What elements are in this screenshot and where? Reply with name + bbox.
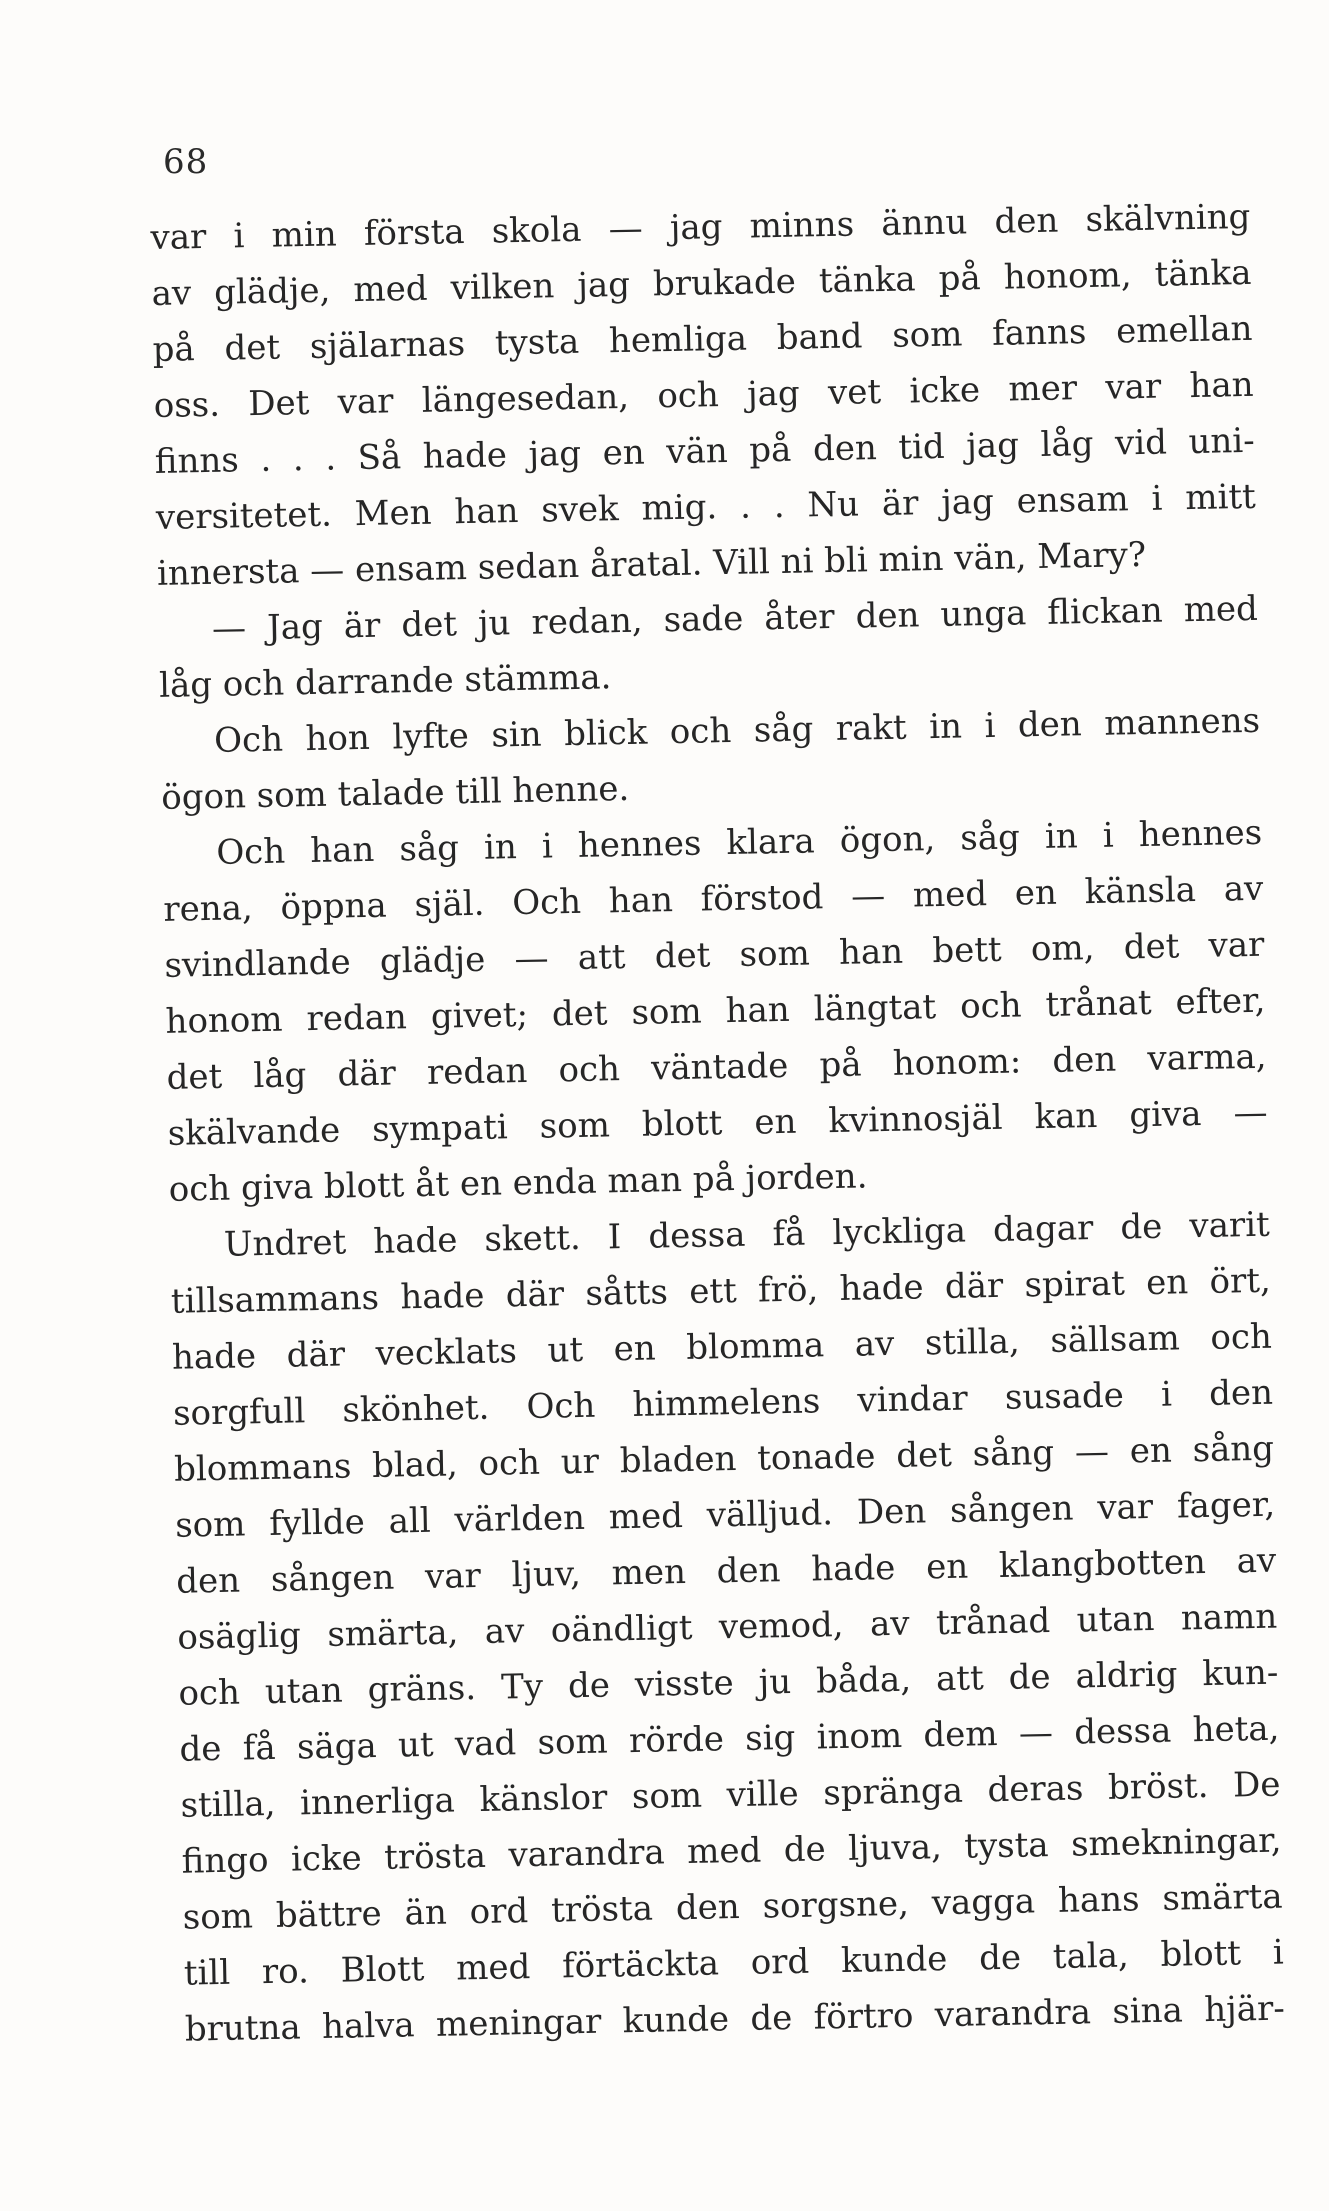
- text-line: som fyllde all världen med välljud. Den sången var fager,: [174, 1484, 1276, 1546]
- text-line: fingo icke trösta varandra med de ljuva, tysta smekningar,: [181, 1820, 1282, 1882]
- text-line: brutna halva meningar kunde de förtro varandra sina hjär-: [184, 1988, 1286, 2050]
- text-line: osäglig smärta, av oändligt vemod, av trånad utan namn: [177, 1596, 1278, 1658]
- text-line: rena, öppna själ. Och han förstod — med en känsla av: [163, 868, 1264, 930]
- text-line: på det själarnas tysta hemliga band som fanns emellan: [152, 308, 1253, 370]
- page-number: 68: [163, 142, 209, 182]
- text-line: hade där vecklats ut en blomma av stilla, sällsam och: [171, 1316, 1273, 1378]
- text-line: versitetet. Men han svek mig. . . Nu är jag ensam i mitt: [155, 476, 1257, 538]
- text-line: Och han såg in i hennes klara ögon, såg in i hennes: [215, 812, 1263, 873]
- text-line: ögon som talade till henne.: [160, 768, 630, 818]
- text-line: oss. Det var längesedan, och jag vet icke mer var han: [153, 364, 1254, 426]
- text-line: låg och darrande stämma.: [158, 657, 612, 706]
- text-line: honom redan givet; det som han längtat och trånat efter,: [165, 980, 1266, 1042]
- body-text: [150, 189, 1285, 2058]
- text-line: Undret hade skett. I dessa få lyckliga dagar de varit: [223, 1204, 1271, 1265]
- text-line: av glädje, med vilken jag brukade tänka på honom, tänka: [151, 252, 1252, 314]
- text-line: var i min första skola — jag minns ännu den skälvning: [150, 196, 1251, 258]
- text-line: — Jag är det ju redan, sade åter den unga flickan med: [211, 588, 1259, 649]
- text-line: tillsammans hade där såtts ett frö, hade där spirat en ört,: [170, 1260, 1272, 1322]
- text-line: svindlande glädje — att det som han bett om, det var: [164, 924, 1265, 986]
- text-line: skälvande sympati som blott en kvinnosjäl kan giva —: [167, 1092, 1268, 1154]
- text-line: som bättre än ord trösta den sorgsne, vagga hans smärta: [182, 1876, 1283, 1938]
- text-line: blommans blad, och ur bladen tonade det sång — en sång: [173, 1428, 1275, 1490]
- text-line: de få säga ut vad som rörde sig inom dem — dessa heta,: [179, 1708, 1280, 1770]
- text-line: till ro. Blott med förtäckta ord kunde de tala, blott i: [183, 1932, 1285, 1994]
- text-line: Och hon lyfte sin blick och såg rakt in i den mannens: [213, 700, 1261, 761]
- text-line: innersta — ensam sedan åratal. Vill ni bli min vän, Mary?: [156, 534, 1147, 594]
- text-line: sorgfull skönhet. Och himmelens vindar susade i den: [172, 1372, 1274, 1434]
- text-line: stilla, innerliga känslor som ville spränga deras bröst. De: [180, 1764, 1281, 1826]
- text-line: och utan gräns. Ty de visste ju båda, att de aldrig kun-: [178, 1652, 1279, 1714]
- text-line: den sången var ljuv, men den hade en klangbotten av: [175, 1540, 1277, 1602]
- text-line: finns . . . Så hade jag en vän på den tid jag låg vid uni-: [154, 420, 1256, 482]
- text-line: och giva blott åt en enda man på jorden.: [168, 1156, 868, 1210]
- text-line: det låg där redan och väntade på honom: den varma,: [166, 1036, 1267, 1098]
